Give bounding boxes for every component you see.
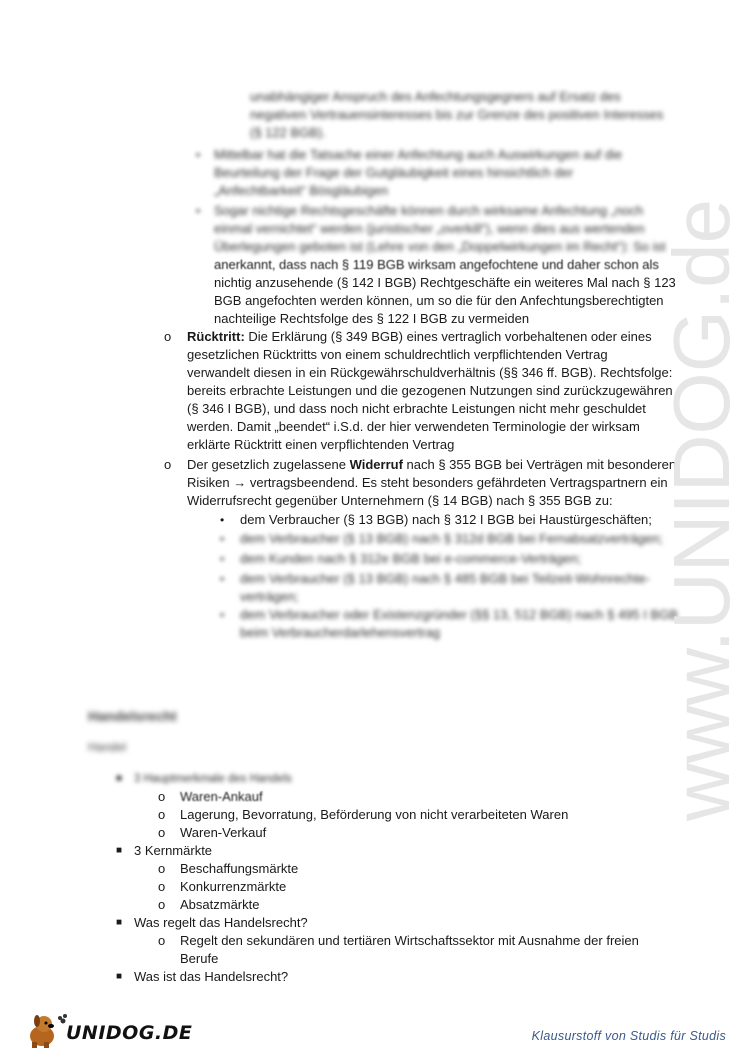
circle-bullet: o [158,789,166,804]
list-item: 3 Kernmärkte [134,843,213,858]
blurred-line: dem Verbraucher oder Existenzgründer (§§ 13, 512 BGB) nach § 495 I BGB [240,607,678,622]
blurred-line: verträgen; [240,589,299,604]
circle-bullet: o [158,897,166,912]
list-item: Beschaffungsmärkte [180,861,299,876]
circle-bullet: o [164,329,172,344]
blurred-line: unabhängiger Anspruch des Anfechtungsgegners auf Ersatz des [250,89,621,104]
blurred-line: dem Verbraucher (§ 13 BGB) nach § 485 BGB bei Teilzeit-Wohnrechte- [240,571,650,586]
logo-text: UNIDOG.DE [66,1022,193,1044]
text-line: dem Verbraucher (§ 13 BGB) nach § 312 I BGB bei Haustürgeschäften; [240,512,652,527]
bullet-dot: • [220,552,225,566]
list-item: Regelt den sekundären und tertiären Wirtschaftssektor mit Ausnahme der freien [180,933,639,948]
square-bullet: ■ [116,773,123,784]
unidog-logo[interactable] [22,1010,202,1052]
blurred-line: negativen Vertrauensinteresses bis zur Grenze des positiven Interesses [250,107,664,122]
watermark [472,198,750,822]
list-item: Waren-Verkauf [180,825,267,840]
blurred-line: einmal vernichtet“ werden (juristischer „overkill“), wenn dies aus wertenden [214,221,645,236]
square-bullet: ■ [116,845,123,856]
text-line: BGB angefochten werden können, um so die für den Anfechtungsberechtigten [214,293,664,308]
ruecktritt-first-line [187,328,652,346]
circle-bullet: o [158,861,166,876]
bullet-dot: • [220,608,225,622]
list-item: Was regelt das Handelsrecht? [134,915,308,930]
text-line: nichtig anzusehende (§ 142 I BGB) Rechtgeschäfte ein weiteres Mal nach § 123 [214,275,676,290]
ruecktritt-label: Rücktritt: [187,329,245,344]
circle-bullet: o [158,825,166,840]
blurred-line: Sogar nichtige Rechtsgeschäfte können durch wirksame Anfechtung „noch [214,203,644,218]
list-item: Lagerung, Bevorratung, Beförderung von nicht verarbeiteten Waren [180,807,569,822]
text-line: Risiken → vertragsbeendend. Es steht besonders gefährdeten Vertragspartnern ein [187,475,668,490]
blurred-line: Mittelbar hat die Tatsache einer Anfechtung auch Auswirkungen auf die [214,147,623,162]
blurred-line: 3 Hauptmerkmale des Handels [134,773,292,785]
text-line: Die Erklärung (§ 349 BGB) eines vertraglich vorbehaltenen oder eines [244,329,652,344]
square-bullet: ■ [116,917,123,928]
circle-bullet: o [158,807,166,822]
text-line: anerkannt, dass nach § 119 BGB wirksam angefochtene und daher schon als [214,257,659,272]
list-item: Berufe [180,951,219,966]
watermark-text: www.UNIDOG.de [657,198,746,822]
bullet-dot: • [196,204,201,218]
text-line: gesetzlichen Rücktritts von einem schuldrechtlich verpflichtenden Vertrag [187,347,608,362]
text-fragment: nach § 355 BGB bei Verträgen mit besonderen [402,457,677,472]
text-line: (§ 346 I BGB), und dass noch nicht erbrachte Leistungen nicht mehr geschuldet [187,401,646,416]
list-item: Konkurrenzmärkte [180,879,287,894]
section-subheading: Handel [88,740,127,754]
blurred-line: beim Verbraucherdarlehensvertrag [240,625,441,640]
list-item: Waren-Ankauf [180,789,263,804]
blurred-line: Überlegungen geboten ist (Lehre von den „Doppelwirkungen im Recht“): So ist [214,239,666,254]
bullet-dot: • [220,513,225,527]
text-line: verwandelt diesen in ein Rückgewährschuldverhältnis (§§ 346 ff. BGB). Rechtsfolge: [187,365,673,380]
blurred-line: (§ 122 BGB). [250,125,326,140]
circle-bullet: o [158,879,166,894]
footer-tagline: Klausurstoff von Studis für Studis [531,1029,726,1043]
bullet-dot: • [220,572,225,586]
text-line: bereits erbrachte Leistungen und die gezogenen Nutzungen sind zurückzugewähren [187,383,673,398]
circle-bullet: o [158,933,166,948]
blurred-line: Beurteilung der Frage der Gutgläubigkeit eines hinsichtlich der [214,165,574,180]
list-item: Was ist das Handelsrecht? [134,969,289,984]
text-line: erklärte Rücktritt einen verpflichtenden Vertrag [187,437,455,452]
square-bullet: ■ [116,971,123,982]
bullet-dot: • [220,532,225,546]
blurred-line: dem Kunden nach § 312e BGB bei e-commerce-Verträgen; [240,551,582,566]
section-heading: Handelsrecht [88,708,177,724]
circle-bullet: o [164,457,172,472]
widerruf-label: Widerruf [349,457,403,472]
text-line: werden. Damit „beendet“ i.S.d. der hier verwendeten Terminologie der wirksam [187,419,640,434]
blurred-line: dem Verbraucher (§ 13 BGB) nach § 312d BGB bei Fernabsatzverträgen; [240,531,663,546]
text-fragment: Der gesetzlich zugelassene [187,457,350,472]
list-item: Absatzmärkte [180,897,260,912]
bullet-dot: • [196,148,201,162]
blurred-line: „Anfechtbarkeit“ Bösgläubigen [214,183,389,198]
text-line: nachteilige Rechtsfolge des § 122 I BGB zu vermeiden [214,311,530,326]
text-line: Widerrufsrecht gegenüber Unternehmern (§ 14 BGB) nach § 355 BGB zu: [187,493,613,508]
